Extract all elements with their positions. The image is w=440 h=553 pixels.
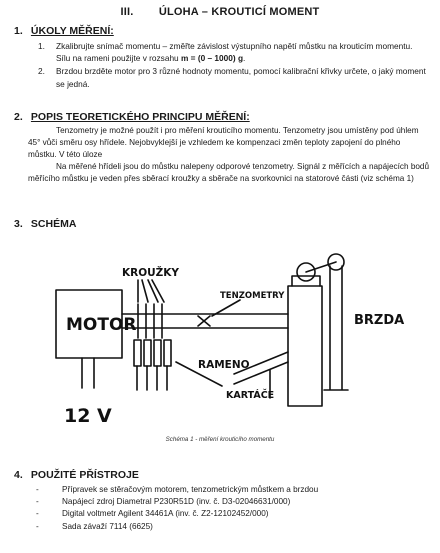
list-item: - Přípravek se stěračovým motorem, tenzometrickým můstkem a brzdou (36, 485, 319, 494)
power-wires (82, 358, 94, 388)
brush (144, 340, 151, 366)
page-title (0, 6, 440, 18)
section-heading-text: SCHÉMA (30, 218, 77, 230)
list-item-number: 1. (38, 41, 45, 51)
section-heading-tasks (14, 25, 114, 37)
brush (134, 340, 141, 366)
paragraph: Tenzometry je možné použít i pro měření krouticího momentu. Tenzometry jsou umístěny pod úhlem 45° vůči směru osy hřídele. Nejobvyklejší je vzhledem ke kompenzaci změn teploty zapojení do plného můstku. V této úloze (28, 126, 419, 159)
section-number: 3. (14, 218, 23, 230)
section-heading-text: POPIS TEORETICKÉHO PRINCIPU MĚŘENÍ: (30, 111, 250, 123)
brzda-label: BRZDA (354, 313, 405, 328)
slip-rings (138, 304, 162, 338)
section-number: 4. (14, 469, 23, 481)
rameno-label: RAMENO (198, 359, 250, 371)
section-heading-text: ÚKOLY MĚŘENÍ: (30, 25, 114, 37)
list-item: - Digital voltmetr Agilent 34461A (inv. č. Z2-12102452/000) (36, 509, 269, 519)
list-item-text: Zkalibrujte snímač momentu – změřte závislost výstupního napětí můstku na krouticím momentu. Sílu na rameni použijte v rozsahu (56, 41, 413, 64)
list-item-tail: . (243, 53, 246, 64)
list-item-text: Brzdou brzděte motor pro 3 různé hodnoty momentu, pomocí kalibrační křivky určete, o jaký moment se jedná. (56, 66, 426, 89)
title-text: ÚLOHA – KROUTICÍ MOMENT (158, 6, 320, 18)
list-item-number: 2. (38, 66, 45, 77)
section-heading-schema (14, 218, 76, 230)
brush (164, 340, 171, 366)
voltage-label: 12 V (64, 405, 112, 427)
paragraph: Na měřené hřídeli jsou do můstku nalepeny odporové tenzometry. Signál z měřících a napájecích bodů měřícího můstku je veden přes sběrací kroužky a sběrače na svorkovnici na statorové části (viz schéma 1) (28, 162, 430, 183)
tasks-list (38, 40, 428, 91)
list-item (38, 40, 428, 65)
tenzometry-label: TENZOMETRY (220, 291, 285, 301)
schema-drawing (20, 240, 420, 430)
list-item-text: Digital voltmetr Agilent 34461A (inv. č. Z2-12102452/000) (62, 509, 269, 519)
theory-text (28, 125, 430, 185)
tenzometer-mark (198, 316, 210, 326)
title-number: III. (120, 6, 134, 18)
list-item-bold: m = (0 – 1000) g (180, 53, 244, 64)
schema-caption: Schéma 1 - měření krouticího momentu (165, 436, 275, 443)
section-number: 2. (14, 111, 23, 123)
kartace-label: KARTÁČE (226, 390, 275, 401)
instruments-list (36, 484, 426, 533)
section-heading-theory (14, 111, 250, 123)
list-item-text: Sada závaží 7114 (6625) (62, 521, 153, 531)
brush (154, 340, 161, 366)
brake-housing (288, 286, 322, 406)
krouzky-label: KROUŽKY (122, 267, 180, 279)
list-item-text: Napájecí zdroj Diametral P230R51D (inv. č. D3-02046631/000) (62, 497, 291, 507)
motor-label: MOTOR (66, 315, 137, 335)
brush-leads (137, 366, 167, 390)
section-number: 1. (14, 25, 23, 37)
section-heading-instruments (14, 469, 139, 481)
list-item: - Sada závaží 7114 (6625) (36, 521, 153, 531)
list-item-text: Přípravek se stěračovým motorem, tenzometrickým můstkem a brzdou (62, 485, 319, 494)
section-heading-text: POUŽITÉ PŘÍSTROJE (30, 469, 139, 481)
list-item (38, 65, 428, 90)
list-item: - Napájecí zdroj Diametral P230R51D (inv. č. D3-02046631/000) (36, 497, 291, 507)
krouzky-leader (138, 280, 164, 302)
brake-frame (324, 266, 348, 390)
